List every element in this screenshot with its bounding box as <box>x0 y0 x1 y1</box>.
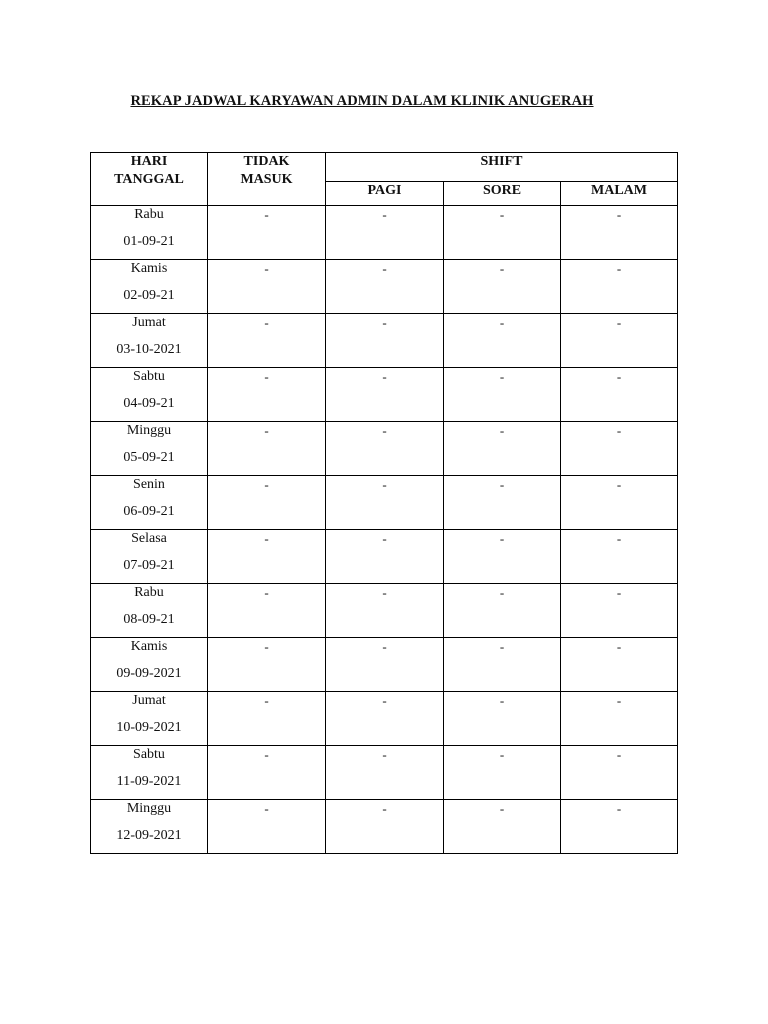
afternoon-shift-cell-value: - <box>499 639 505 654</box>
morning-shift-cell <box>326 368 444 422</box>
afternoon-shift-cell <box>444 584 561 638</box>
night-shift-cell-value: - <box>616 423 622 438</box>
date-value: 09-09-2021 <box>116 666 182 681</box>
afternoon-shift-cell-value: - <box>499 693 505 708</box>
absent-cell-value: - <box>264 693 269 708</box>
day-date-cell <box>91 206 208 260</box>
date-value: 01-09-21 <box>123 234 175 249</box>
night-shift-cell <box>561 638 678 692</box>
afternoon-shift-cell-value: - <box>499 261 505 276</box>
schedule-table <box>90 152 678 854</box>
day-name: Minggu <box>126 801 172 816</box>
night-shift-cell-value: - <box>616 261 622 276</box>
morning-shift-cell <box>326 260 444 314</box>
header-day-label: HARI <box>130 154 168 169</box>
header-afternoon: SORE <box>444 182 561 206</box>
table-row <box>91 530 678 584</box>
afternoon-shift-cell-value: - <box>499 315 505 330</box>
absent-cell-value: - <box>264 801 269 816</box>
table-row <box>91 314 678 368</box>
day-date-cell <box>91 476 208 530</box>
day-name: Minggu <box>126 423 172 438</box>
day-date-cell <box>91 692 208 746</box>
absent-cell-value: - <box>264 585 269 600</box>
day-name: Jumat <box>132 315 166 330</box>
absent-cell-value: - <box>264 423 269 438</box>
day-name: Sabtu <box>133 747 165 762</box>
document-title: REKAP JADWAL KARYAWAN ADMIN DALAM KLINIK ANUGERAH <box>130 93 594 109</box>
morning-shift-cell-value: - <box>382 477 387 492</box>
night-shift-cell <box>561 530 678 584</box>
night-shift-cell-value: - <box>616 477 622 492</box>
night-shift-cell-value: - <box>616 693 622 708</box>
morning-shift-cell-value: - <box>382 261 387 276</box>
day-date-cell <box>91 638 208 692</box>
afternoon-shift-cell <box>444 422 561 476</box>
morning-shift-cell <box>326 530 444 584</box>
date-value: 11-09-2021 <box>116 774 182 789</box>
afternoon-shift-cell-value: - <box>499 747 505 762</box>
table-row <box>91 476 678 530</box>
afternoon-shift-cell <box>444 530 561 584</box>
table-row <box>91 422 678 476</box>
morning-shift-cell <box>326 314 444 368</box>
absent-cell-value: - <box>264 477 269 492</box>
day-date-cell <box>91 584 208 638</box>
afternoon-shift-cell-value: - <box>499 585 505 600</box>
afternoon-shift-cell-value: - <box>499 477 505 492</box>
date-value: 06-09-21 <box>123 504 175 519</box>
morning-shift-cell-value: - <box>382 639 387 654</box>
absent-cell <box>208 638 326 692</box>
morning-shift-cell <box>326 800 444 854</box>
morning-shift-cell <box>326 584 444 638</box>
absent-cell <box>208 368 326 422</box>
date-value: 03-10-2021 <box>116 342 182 357</box>
afternoon-shift-cell <box>444 476 561 530</box>
header-absent-line2: MASUK <box>240 172 293 187</box>
morning-shift-cell-value: - <box>382 315 387 330</box>
day-date-cell <box>91 530 208 584</box>
table-row <box>91 206 678 260</box>
day-name: Selasa <box>131 531 167 546</box>
header-absent-line1: TIDAK <box>243 154 290 169</box>
day-date-cell <box>91 746 208 800</box>
morning-shift-cell-value: - <box>382 801 387 816</box>
afternoon-shift-cell <box>444 692 561 746</box>
morning-shift-cell <box>326 746 444 800</box>
night-shift-cell <box>561 206 678 260</box>
afternoon-shift-cell <box>444 368 561 422</box>
absent-cell <box>208 476 326 530</box>
night-shift-cell <box>561 368 678 422</box>
morning-shift-cell <box>326 422 444 476</box>
night-shift-cell-value: - <box>616 207 622 222</box>
night-shift-cell <box>561 746 678 800</box>
afternoon-shift-cell <box>444 746 561 800</box>
afternoon-shift-cell <box>444 314 561 368</box>
header-shift: SHIFT <box>326 153 678 182</box>
header-morning: PAGI <box>326 182 444 206</box>
afternoon-shift-cell-value: - <box>499 423 505 438</box>
table-row <box>91 584 678 638</box>
day-date-cell <box>91 368 208 422</box>
morning-shift-cell-value: - <box>382 693 387 708</box>
table-row <box>91 692 678 746</box>
absent-cell <box>208 584 326 638</box>
absent-cell-value: - <box>264 207 269 222</box>
absent-cell-value: - <box>264 747 269 762</box>
absent-cell-value: - <box>264 531 269 546</box>
day-name: Kamis <box>130 261 168 276</box>
afternoon-shift-cell <box>444 260 561 314</box>
afternoon-shift-cell-value: - <box>499 801 505 816</box>
date-value: 04-09-21 <box>123 396 175 411</box>
absent-cell <box>208 746 326 800</box>
night-shift-cell-value: - <box>616 315 622 330</box>
night-shift-cell-value: - <box>616 801 622 816</box>
table-row <box>91 746 678 800</box>
date-value: 12-09-2021 <box>116 828 182 843</box>
afternoon-shift-cell <box>444 800 561 854</box>
absent-cell-value: - <box>264 639 269 654</box>
day-date-cell <box>91 422 208 476</box>
absent-cell <box>208 260 326 314</box>
day-date-cell <box>91 260 208 314</box>
morning-shift-cell-value: - <box>382 207 387 222</box>
date-value: 05-09-21 <box>123 450 175 465</box>
night-shift-cell-value: - <box>616 747 622 762</box>
date-value: 10-09-2021 <box>116 720 182 735</box>
date-value: 07-09-21 <box>123 558 175 573</box>
day-name: Kamis <box>130 639 168 654</box>
day-name: Rabu <box>134 207 164 222</box>
afternoon-shift-cell <box>444 638 561 692</box>
morning-shift-cell-value: - <box>382 423 387 438</box>
absent-cell <box>208 530 326 584</box>
header-date-label: TANGGAL <box>114 172 184 187</box>
table-row <box>91 638 678 692</box>
night-shift-cell-value: - <box>616 531 622 546</box>
date-value: 02-09-21 <box>123 288 175 303</box>
date-value: 08-09-21 <box>123 612 175 627</box>
night-shift-cell-value: - <box>616 369 622 384</box>
morning-shift-cell-value: - <box>382 369 387 384</box>
day-name: Rabu <box>134 585 164 600</box>
absent-cell-value: - <box>264 261 269 276</box>
night-shift-cell <box>561 422 678 476</box>
day-name: Jumat <box>132 693 166 708</box>
morning-shift-cell <box>326 206 444 260</box>
absent-cell <box>208 800 326 854</box>
night-shift-cell-value: - <box>616 639 622 654</box>
absent-cell <box>208 692 326 746</box>
header-row <box>91 153 678 182</box>
day-name: Senin <box>133 477 165 492</box>
header-absent <box>208 153 326 206</box>
absent-cell <box>208 206 326 260</box>
absent-cell-value: - <box>264 369 269 384</box>
day-date-cell <box>91 314 208 368</box>
day-date-cell <box>91 800 208 854</box>
night-shift-cell-value: - <box>616 585 622 600</box>
absent-cell <box>208 314 326 368</box>
table-row <box>91 260 678 314</box>
morning-shift-cell <box>326 692 444 746</box>
header-night: MALAM <box>561 182 678 206</box>
night-shift-cell <box>561 260 678 314</box>
table-row <box>91 368 678 422</box>
night-shift-cell <box>561 692 678 746</box>
night-shift-cell <box>561 314 678 368</box>
night-shift-cell <box>561 476 678 530</box>
morning-shift-cell <box>326 638 444 692</box>
absent-cell-value: - <box>264 315 269 330</box>
morning-shift-cell-value: - <box>382 585 387 600</box>
morning-shift-cell-value: - <box>382 747 387 762</box>
afternoon-shift-cell-value: - <box>499 369 505 384</box>
morning-shift-cell-value: - <box>382 531 387 546</box>
afternoon-shift-cell <box>444 206 561 260</box>
day-name: Sabtu <box>133 369 165 384</box>
night-shift-cell <box>561 800 678 854</box>
night-shift-cell <box>561 584 678 638</box>
table-row <box>91 800 678 854</box>
afternoon-shift-cell-value: - <box>499 531 505 546</box>
morning-shift-cell <box>326 476 444 530</box>
afternoon-shift-cell-value: - <box>499 207 505 222</box>
absent-cell <box>208 422 326 476</box>
header-day-date <box>91 153 208 206</box>
